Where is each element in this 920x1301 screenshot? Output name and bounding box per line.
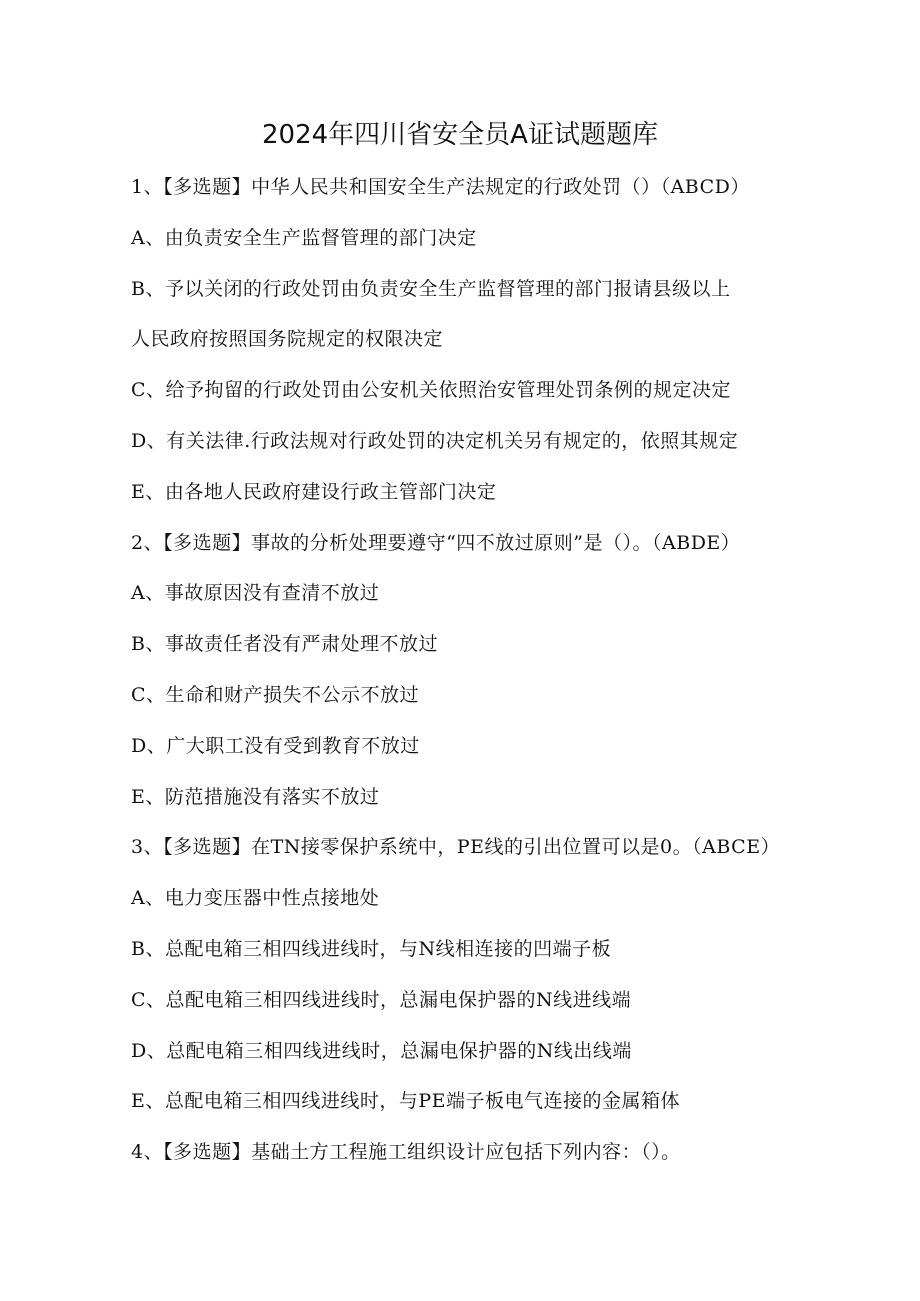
- question-1-option-e: E、由各地人民政府建设行政主管部门决定: [131, 481, 497, 503]
- question-1-stem: 1、【多选题】中华人民共和国安全生产法规定的行政处罚（）（ABCD）: [131, 176, 750, 198]
- question-3-option-d: D、总配电箱三相四线进线时，总漏电保护器的N线出线端: [131, 1040, 632, 1062]
- question-1-option-b-continued: 人民政府按照国务院规定的权限决定: [131, 328, 444, 350]
- question-3-option-c: C、总配电箱三相四线进线时，总漏电保护器的N线进线端: [131, 989, 632, 1011]
- question-2-option-b: B、事故责任者没有严肃处理不放过: [131, 633, 438, 655]
- question-1-option-b: B、予以关闭的行政处罚由负责安全生产监督管理的部门报请县级以上: [131, 278, 731, 300]
- question-1-option-a: A、由负责安全生产监督管理的部门决定: [131, 227, 477, 249]
- question-3-option-e: E、总配电箱三相四线进线时，与PE端子板电气连接的金属箱体: [131, 1090, 681, 1112]
- question-1-option-d: D、有关法律.行政法规对行政处罚的决定机关另有规定的，依照其规定: [131, 430, 739, 452]
- question-2-option-d: D、广大职工没有受到教育不放过: [131, 735, 420, 757]
- question-2-option-c: C、生命和财产损失不公示不放过: [131, 684, 420, 706]
- question-2-option-a: A、事故原因没有查清不放过: [131, 582, 380, 604]
- question-3-option-b: B、总配电箱三相四线进线时，与N线相连接的凹端子板: [131, 938, 612, 960]
- question-3-option-a: A、电力变压器中性点接地处: [131, 887, 380, 909]
- question-2-option-e: E、防范措施没有落实不放过: [131, 786, 380, 808]
- question-4-stem: 4、【多选题】基础土方工程施工组织设计应包括下列内容：（）。: [131, 1141, 681, 1163]
- question-2-stem: 2、【多选题】事故的分析处理要遵守“四不放过原则”是（）。（ABDE）: [131, 532, 741, 554]
- question-1-option-c: C、给予拘留的行政处罚由公安机关依照治安管理处罚条例的规定决定: [131, 379, 732, 401]
- document-title: 2024年四川省安全员A证试题题库: [262, 120, 658, 150]
- question-3-stem: 3、【多选题】在TN接零保护系统中，PE线的引出位置可以是0。（ABCE）: [131, 836, 781, 858]
